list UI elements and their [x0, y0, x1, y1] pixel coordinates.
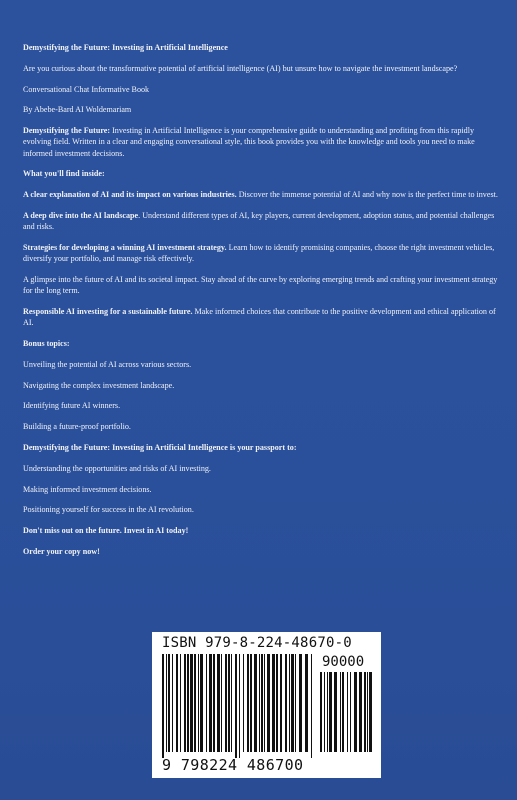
- addon-barcode-bars: [320, 672, 372, 758]
- barcode-bar: [187, 654, 189, 752]
- author-line: By Abebe-Bard AI Woldemariam: [23, 105, 132, 115]
- feature-item: A glimpse into the future of AI and its societal impact. Stay ahead of the curve by exploring emerging trends and crafting your investment strategy for the long term.: [23, 274, 498, 296]
- barcode-bar: [209, 654, 212, 752]
- feature-item: A clear explanation of AI and its impact on various industries. Discover the immense potential of AI and why now is the perfect time to invest.: [23, 190, 498, 200]
- feature-item: Responsible AI investing for a sustainable future. Make informed choices that contribute to the positive development and ethical application of AI.: [23, 306, 496, 328]
- barcode-bar: [172, 654, 173, 752]
- barcode-bar: [342, 672, 344, 752]
- barcode-bar: [184, 654, 186, 752]
- barcode-bar: [329, 672, 332, 752]
- barcode-bar: [285, 654, 287, 752]
- barcode-bar: [235, 654, 237, 758]
- bonus-item: Building a future-proof portfolio.: [23, 422, 131, 432]
- find-heading: What you'll find inside:: [23, 169, 105, 179]
- barcode-bar: [340, 672, 341, 752]
- description: Demystifying the Future: Investing in Artificial Intelligence is your comprehensive guide to understanding and profiting from this rapidly evolving field. Written in a clear and engaging conversational style, this book provides you with the knowledge and tools you need to make informed investment decisions.: [23, 126, 475, 158]
- barcode-bar: [327, 672, 328, 752]
- bonus-heading: Bonus topics:: [23, 338, 70, 348]
- book-subtitle: Conversational Chat Informative Book: [23, 84, 150, 94]
- bonus-item: Navigating the complex investment landscape.: [23, 380, 175, 390]
- passport-item: Understanding the opportunities and risks of AI investing.: [23, 463, 211, 473]
- barcode-bar: [289, 654, 290, 752]
- barcode-bar: [334, 672, 337, 752]
- barcode-bar: [291, 654, 294, 752]
- barcode-bar: [367, 672, 368, 752]
- intro-question: Are you curious about the transformative potential of artificial intelligence (AI) but unsure how to navigate the investment landscape?: [23, 63, 458, 73]
- back-cover-text: [23, 42, 501, 567]
- passport-heading: Demystifying the Future: Investing in Artificial Intelligence is your passport to:: [23, 442, 297, 452]
- call-to-action: Don't miss out on the future. Invest in AI today!: [23, 526, 189, 536]
- barcode-bar: [194, 654, 196, 752]
- feature-item: A deep dive into the AI landscape. Understand different types of AI, key players, current development, adoption status, and potential challenges and risks.: [23, 210, 495, 232]
- barcode-bar: [259, 654, 260, 752]
- barcode-bar: [176, 654, 178, 752]
- barcode-bar: [261, 654, 263, 752]
- barcode-bar: [206, 654, 207, 752]
- barcode-bar: [347, 672, 348, 752]
- order-line: Order your copy now!: [23, 546, 100, 556]
- isbn-barcode: [152, 632, 381, 778]
- barcode-bar: [217, 654, 220, 752]
- passport-item: Positioning yourself for success in the AI revolution.: [23, 505, 194, 515]
- barcode-bar: [228, 654, 230, 752]
- isbn-label: ISBN 979-8-224-48670-0: [162, 635, 352, 651]
- barcode-bar: [280, 654, 282, 752]
- bonus-item: Unveiling the potential of AI across various sectors.: [23, 359, 192, 369]
- book-title: Demystifying the Future: Investing in Artificial Intelligence: [23, 43, 228, 52]
- passport-item: Making informed investment decisions.: [23, 484, 152, 494]
- barcode-bars: [162, 654, 312, 758]
- barcode-bar: [299, 654, 302, 752]
- barcode-bar: [311, 654, 312, 758]
- barcode-bar: [247, 654, 249, 752]
- barcode-bar: [198, 654, 199, 752]
- barcode-bar: [369, 672, 372, 752]
- barcode-bar: [354, 672, 357, 752]
- price-code: 90000: [322, 654, 365, 670]
- barcode-bar: [272, 654, 275, 752]
- barcode-bar: [324, 672, 325, 752]
- barcode-bar: [225, 654, 227, 752]
- barcode-bar: [231, 654, 232, 752]
- barcode-bar: [267, 654, 270, 752]
- barcode-bar: [180, 654, 181, 752]
- barcode-bar: [190, 654, 193, 752]
- barcode-bar: [162, 654, 164, 758]
- barcode-bar: [168, 654, 170, 752]
- barcode-bar: [305, 654, 308, 752]
- barcode-bar: [239, 654, 240, 758]
- barcode-bar: [364, 672, 366, 752]
- barcode-bar: [200, 654, 203, 752]
- barcode-bar: [213, 654, 215, 752]
- barcode-bar: [359, 672, 362, 752]
- barcode-bar: [295, 654, 296, 752]
- feature-item: Strategies for developing a winning AI investment strategy. Learn how to identify promising companies, choose the right investment vehicles, diversify your portfolio, and manage risk effectively.: [23, 242, 495, 264]
- barcode-digits: 9 798224 486700: [162, 756, 304, 774]
- barcode-bar: [264, 654, 265, 752]
- barcode-bar: [320, 672, 322, 752]
- bonus-item: Identifying future AI winners.: [23, 401, 121, 411]
- barcode-bar: [250, 654, 252, 752]
- barcode-bar: [221, 654, 222, 752]
- barcode-bar: [276, 654, 278, 752]
- barcode-bar: [254, 654, 257, 752]
- barcode-bar: [243, 654, 244, 752]
- barcode-bar: [166, 654, 167, 752]
- barcode-bar: [350, 672, 351, 752]
